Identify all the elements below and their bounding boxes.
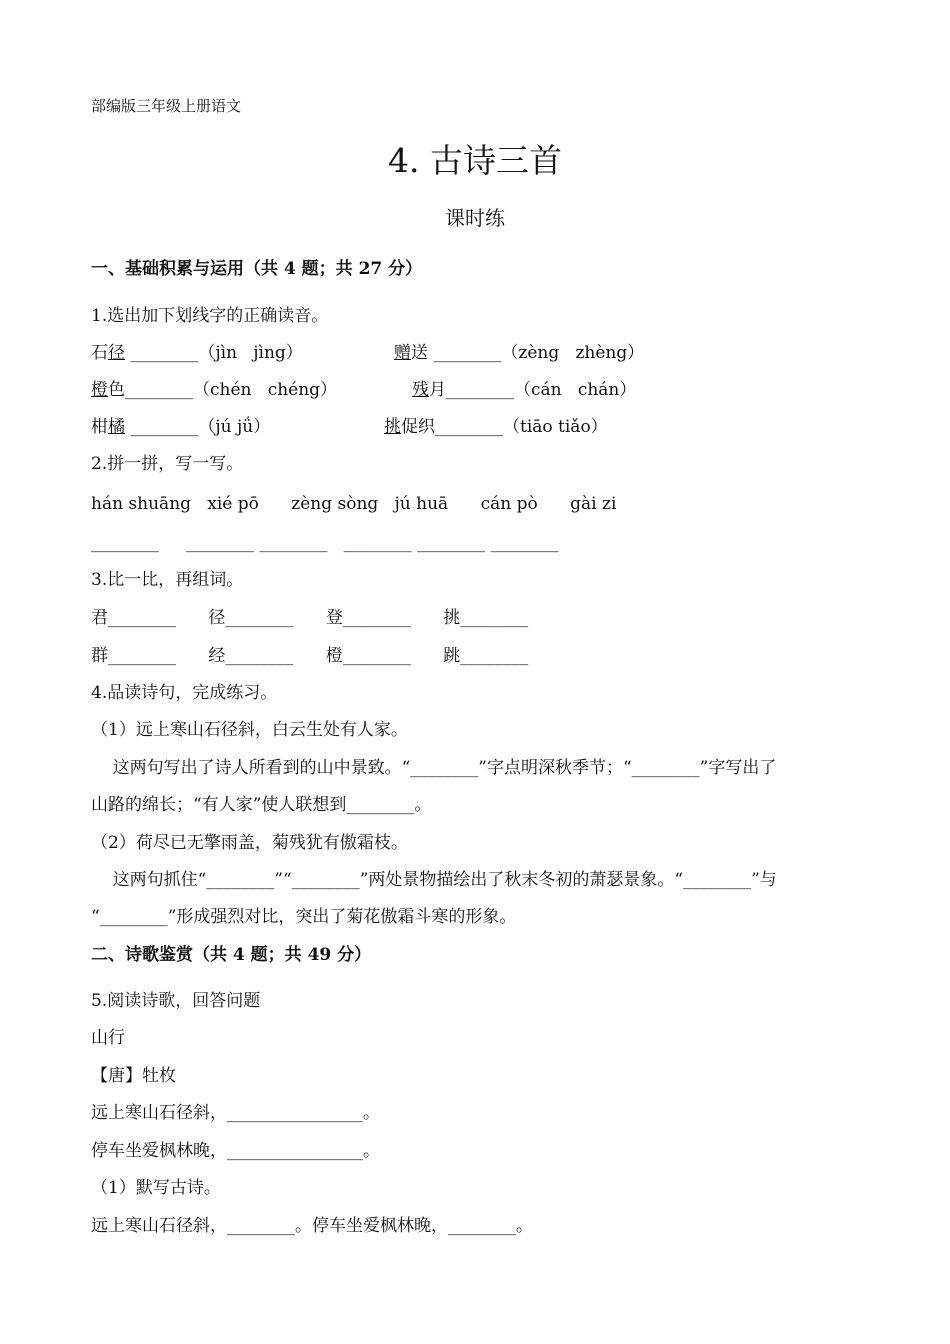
page-subtitle: 课时练 (445, 206, 505, 230)
document-header: 部编版三年级上册语文 (91, 97, 242, 115)
section-heading-1: 一、基础积累与运用（共 4 题；共 27 分） (91, 259, 423, 279)
q1-item: 挑促织________（tiāo tiǎo） (384, 417, 608, 437)
question-3-prompt: 3.比一比，再组词。 (91, 570, 244, 590)
q5-subquestion: （1）默写古诗。 (91, 1178, 221, 1198)
q1-item: 赠送 ________（zèng zhèng） (394, 343, 645, 363)
q1-item: 柑橘 ________（jú jǘ） (91, 417, 271, 437)
question-1-prompt: 1.选出加下划线字的正确读音。 (91, 306, 329, 326)
q5-subquestion-answer: 远上寒山石径斜，________。停车坐爱枫林晚，________。 (91, 1216, 533, 1236)
q3-row: 群________ 经________ 橙________ 跳________ (91, 646, 529, 666)
q2-answer-blanks: ________ ________ ________ ________ ________ ________ (91, 533, 559, 553)
q4-paragraph: 这两句写出了诗人所看到的山中景致。“________”字点明深秋季节；“________”字写出了 (91, 758, 777, 778)
question-5-prompt: 5.阅读诗歌，回答问题 (91, 991, 261, 1011)
poem-line: 停车坐爱枫林晚，________________。 (91, 1141, 380, 1161)
question-2-prompt: 2.拼一拼，写一写。 (91, 454, 244, 474)
q4-paragraph: 山路的绵长；“有人家”使人联想到________。 (91, 795, 432, 815)
q1-item: 残月________（cán chán） (412, 380, 637, 400)
section-heading-2: 二、诗歌鉴赏（共 4 题；共 49 分） (91, 945, 372, 965)
poem-line: 远上寒山石径斜，________________。 (91, 1103, 380, 1123)
q4-poem-line: （2）荷尽已无擎雨盖，菊残犹有傲霜枝。 (91, 833, 408, 853)
page-title: 4. 古诗三首 (388, 141, 562, 180)
q4-poem-line: （1）远上寒山石径斜，白云生处有人家。 (91, 720, 408, 740)
q1-item: 橙色________（chén chéng） (91, 380, 338, 400)
q1-item: 石径 ________（jìn jìng） (91, 343, 303, 363)
q2-pinyin: hán shuāng xié pō zèng sòng jú huā cán pò gài zi (91, 494, 617, 514)
question-4-prompt: 4.品读诗句，完成练习。 (91, 683, 278, 703)
q4-paragraph: 这两句抓住“________”“________”两处景物描绘出了秋末冬初的萧瑟景象。“________”与 (91, 870, 777, 890)
q3-row: 君________ 径________ 登________ 挑________ (91, 608, 529, 628)
poem-author: 【唐】牡枚 (91, 1066, 176, 1086)
poem-title: 山行 (91, 1028, 125, 1048)
q4-paragraph: “________”形成强烈对比，突出了菊花傲霜斗寒的形象。 (91, 907, 517, 927)
